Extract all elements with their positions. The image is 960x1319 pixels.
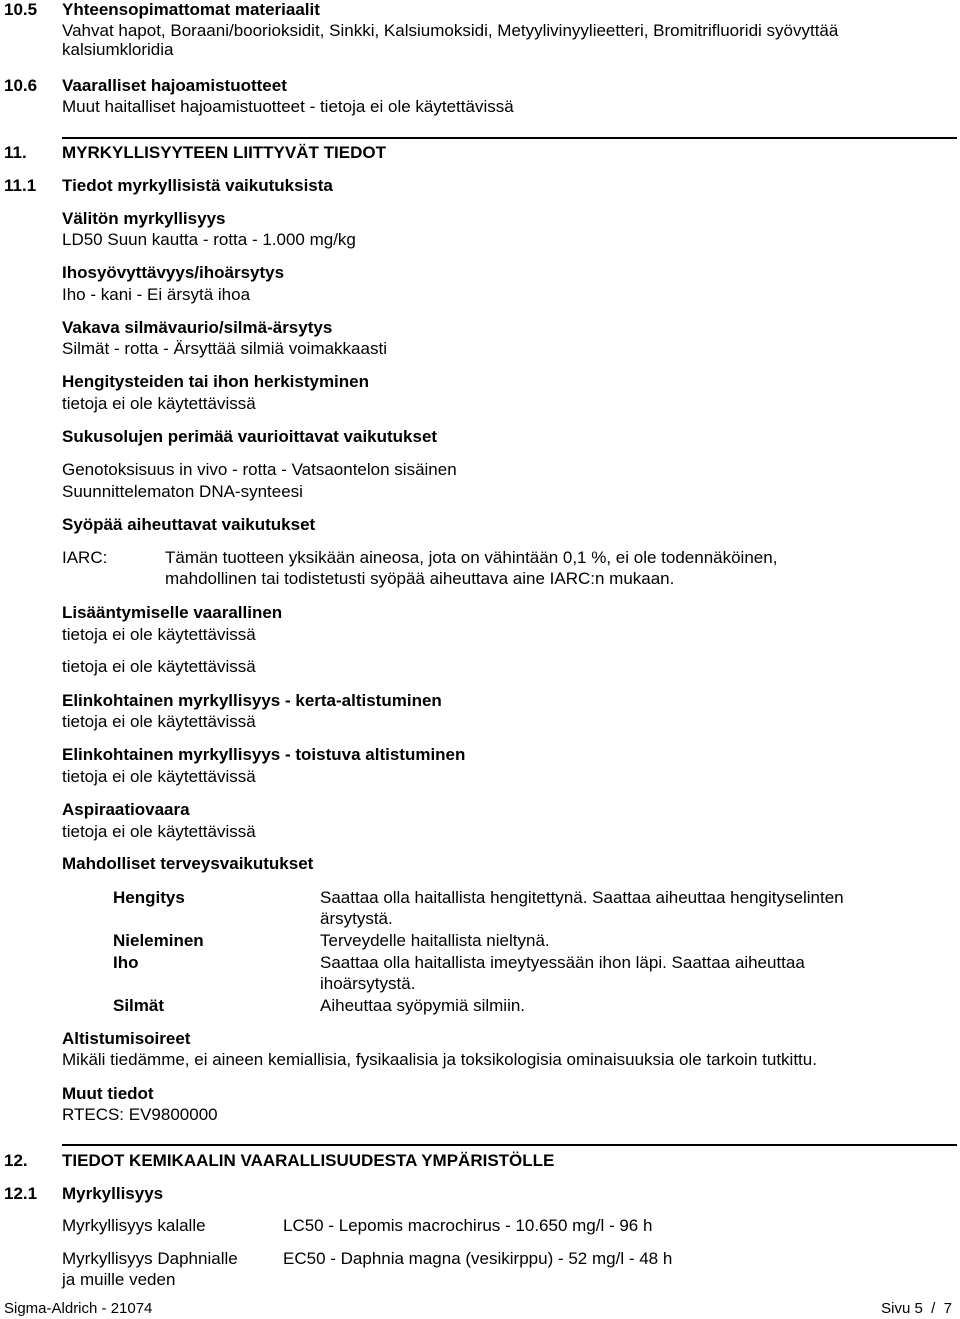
section-number-11: 11. <box>4 143 27 162</box>
stot-single-text: tietoja ei ole käytettävissä <box>62 712 256 731</box>
mutagenicity-text-2: Suunnittelematon DNA-synteesi <box>62 482 303 501</box>
health-effects-heading: Mahdolliset terveysvaikutukset <box>62 854 314 873</box>
daphnia-toxicity-label-2: ja muille veden <box>62 1270 176 1289</box>
acute-toxicity-heading: Välitön myrkyllisyys <box>62 209 226 228</box>
aspiration-hazard-heading: Aspiraatiovaara <box>62 800 190 819</box>
section-title-12: TIEDOT KEMIKAALIN VAARALLISUUDESTA YMPÄRISTÖLLE <box>62 1151 555 1170</box>
aspiration-hazard-text: tietoja ei ole käytettävissä <box>62 822 256 841</box>
reproductive-toxicity-heading: Lisääntymiselle vaarallinen <box>62 603 283 622</box>
section-number-12-1: 12.1 <box>4 1184 38 1203</box>
other-info-heading: Muut tiedot <box>62 1084 154 1103</box>
section-number-10-5: 10.5 <box>4 0 38 19</box>
mutagenicity-text-1: Genotoksisuus in vivo - rotta - Vatsaontelon sisäinen <box>62 460 457 479</box>
health-skin-text-2: ihoärsytystä. <box>320 974 416 993</box>
eye-damage-heading: Vakava silmävaurio/silmä-ärsytys <box>62 318 333 337</box>
exposure-symptoms-text: Mikäli tiedämme, ei aineen kemiallisia, fysikaalisia ja toksikologisia ominaisuuksia ole tarkoin tutkittu. <box>62 1050 817 1069</box>
section-number-11-1: 11.1 <box>4 176 37 195</box>
health-eyes-label: Silmät <box>113 996 165 1015</box>
health-skin-label: Iho <box>113 953 139 972</box>
section-number-12: 12. <box>4 1151 28 1170</box>
health-ingestion-text: Terveydelle haitallista nieltynä. <box>320 931 550 950</box>
iarc-text-2: mahdollinen tai todistetusti syöpää aiheuttava aine IARC:n mukaan. <box>165 569 675 588</box>
health-inhalation-text-1: Saattaa olla haitallista hengitettynä. Saattaa aiheuttaa hengityselinten <box>320 888 844 907</box>
sensitisation-text: tietoja ei ole käytettävissä <box>62 394 256 413</box>
stot-repeated-heading: Elinkohtainen myrkyllisyys - toistuva altistuminen <box>62 745 466 764</box>
health-eyes-text: Aiheuttaa syöpymiä silmiin. <box>320 996 526 1015</box>
fish-toxicity-value: LC50 - Lepomis macrochirus - 10.650 mg/l - 96 h <box>283 1216 653 1235</box>
daphnia-toxicity-label-1: Myrkyllisyys Daphnialle <box>62 1249 238 1268</box>
footer-page-number: Sivu 5 / 7 <box>881 1300 952 1317</box>
section-number-10-6: 10.6 <box>4 76 38 95</box>
iarc-text-1: Tämän tuotteen yksikään aineosa, jota on vähintään 0,1 %, ei ole todennäköinen, <box>165 548 778 567</box>
skin-irritation-text: Iho - kani - Ei ärsytä ihoa <box>62 285 251 304</box>
health-skin-text-1: Saattaa olla haitallista imeytyessään ihon läpi. Saattaa aiheuttaa <box>320 953 805 972</box>
section-title-10-6: Vaaralliset hajoamistuotteet <box>62 76 287 95</box>
health-inhalation-text-2: ärsytystä. <box>320 909 393 928</box>
skin-irritation-heading: Ihosyövyttävyys/ihoärsytys <box>62 263 285 282</box>
section-divider-11 <box>62 137 957 139</box>
acute-toxicity-text: LD50 Suun kautta - rotta - 1.000 mg/kg <box>62 230 356 249</box>
stot-repeated-text: tietoja ei ole käytettävissä <box>62 767 256 786</box>
stot-single-heading: Elinkohtainen myrkyllisyys - kerta-altistuminen <box>62 691 442 710</box>
section-title-10-5: Yhteensopimattomat materiaalit <box>62 0 320 19</box>
section-title-12-1: Myrkyllisyys <box>62 1184 164 1203</box>
daphnia-toxicity-value: EC50 - Daphnia magna (vesikirppu) - 52 mg/l - 48 h <box>283 1249 673 1268</box>
eye-damage-text: Silmät - rotta - Ärsyttää silmiä voimakkaasti <box>62 339 387 358</box>
reproductive-toxicity-text-2: tietoja ei ole käytettävissä <box>62 657 256 676</box>
iarc-label: IARC: <box>62 548 108 567</box>
exposure-symptoms-heading: Altistumisoireet <box>62 1029 191 1048</box>
sensitisation-heading: Hengitysteiden tai ihon herkistyminen <box>62 372 370 391</box>
carcinogenicity-heading: Syöpää aiheuttavat vaikutukset <box>62 515 316 534</box>
fish-toxicity-label: Myrkyllisyys kalalle <box>62 1216 206 1235</box>
health-inhalation-label: Hengitys <box>113 888 185 907</box>
section-title-11: MYRKYLLISYYTEEN LIITTYVÄT TIEDOT <box>62 143 386 162</box>
decomposition-products-text: Muut haitalliset hajoamistuotteet - tietoja ei ole käytettävissä <box>62 97 514 116</box>
health-ingestion-label: Nieleminen <box>113 931 204 950</box>
incompatible-materials-line-2: kalsiumkloridia <box>62 40 174 59</box>
rtecs-text: RTECS: EV9800000 <box>62 1105 218 1124</box>
section-title-11-1: Tiedot myrkyllisistä vaikutuksista <box>62 176 333 195</box>
mutagenicity-heading: Sukusolujen perimää vaurioittavat vaikutukset <box>62 427 438 446</box>
section-divider-12 <box>62 1144 957 1146</box>
footer-document-id: Sigma-Aldrich - 21074 <box>4 1300 153 1317</box>
reproductive-toxicity-text-1: tietoja ei ole käytettävissä <box>62 625 256 644</box>
incompatible-materials-line-1: Vahvat hapot, Boraani/boorioksidit, Sinkki, Kalsiumoksidi, Metyylivinyylieetteri, Bromitrifluoridi syövyttää <box>62 21 839 40</box>
